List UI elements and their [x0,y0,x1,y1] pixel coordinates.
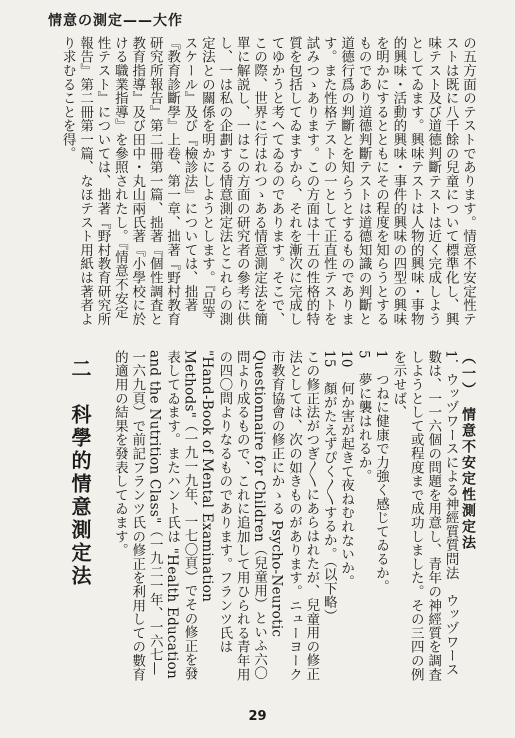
section-title: 二 科學的情意測定法 [68,358,92,588]
list-item: 5 夢に襲はれるか。 [355,350,372,484]
body-rest: この修正法がつぎ〳〵にあらはれたが、兒童用の修正法としては、次の如きものがあります。ニューヨーク市教育協會の修正にかゝる Psycho-Neurotic Questionnaire for Children（兒童用）といふ六〇問より成るもので、これに追加して用ひられる青年用の四〇問よりなるものであります。フランツ氏は "Hand-Book of Mental Examination Methods"（一九一九年、一七〇頁）でその修正を發表してゐます。またハント氏は "Health Education and the Nutrition Class"（一九二一年、一六七—一六九頁）で前記フランツ氏の修正を利用しての數育的適用の結果を發表してゐます。 [111,350,320,682]
sub-title: （一） 情意不安定性測定法 [460,350,476,551]
upper-body-text [11,36,476,326]
page-number: 29 [248,709,267,724]
body-intro: 1．ウッヅワースによる神經質質問法 ウッヅワース數は、一一六個の問題を用意し、青年の神經質を調査しようとして或程度まで成功しました。その三四の例を示せば、 [390,350,459,682]
upper-paragraph: の五方面のテストであります。情意不安定性テストは既に八千餘の兒童について標準化し、興味テスト及び道德判斷テストは近く完成しようとしてゐます。興味テストは人物的興味・事物的興味・活動的興味・事件的興味の四型の興味を明かにするとともにその程度を知らうとするものであり道德判斷テストは道德知識の判斷と道德行爲の判斷とを知らうとするものであります。また性格テストの一として正直性テストを試みつゝあります。この方面は十五の性格的特質を包括してゐますから、それを漸次に完成してゆかうと考へてゐるのであります。そこで、この際、世界に行はれつゝある情意測定法を簡單に解説し、一はこの方面の研究者の參考に供し、一は私の企劃する情意測定法とこれらの測定法との關係を明かにしようとします。『品等スケール』及び『檢診法』については、拙著『教育診斷學』上卷、第一章、拙著『野村教育研究所報告』第二冊第一篇、拙著『個性調査と教育指導』及び田中・丸山兩氏著『小學校に於ける職業指導』を參照されたし。『情意不安定性テスト』については、拙著『野村教育研究所報告』第二冊第一篇、なほテスト用紙は著者より求むることを得。 [59,36,476,326]
list-item: 10 何か害が起きて夜ねむれないか。 [338,350,355,589]
list-item: 1 つねに健康で力強く感じてゐるか。 [372,350,389,594]
lower-body-text [111,350,476,685]
running-head: 情意の測定——大作 [48,13,183,29]
list-item: 15 顏がたえずぴく〳〵するか。（以下略） [320,350,337,623]
